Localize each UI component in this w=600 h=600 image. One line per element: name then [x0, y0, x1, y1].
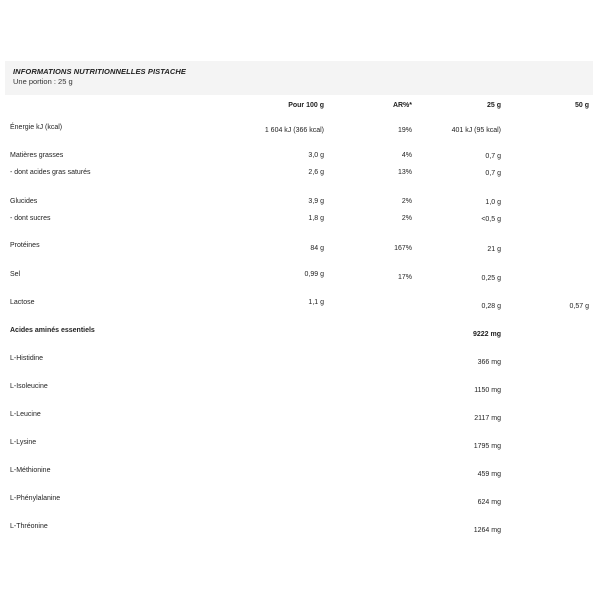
amino-label: L-Isoleucine: [10, 383, 48, 390]
amino-label: L-Histidine: [10, 355, 44, 362]
row-label-salt: Sel: [10, 271, 21, 278]
portion-subtitle: Une portion : 25 g: [13, 77, 73, 86]
amino-value: 1795 mg: [473, 443, 501, 450]
row-value-ar: 2%: [401, 198, 412, 205]
row-value-25g: 401 kJ (95 kcal): [451, 127, 501, 134]
row-value-ar: 19%: [397, 127, 412, 134]
row-value-per100: 1,1 g: [308, 299, 324, 306]
amino-section-title: Acides aminés essentiels: [10, 327, 95, 334]
amino-label: L-Thréonine: [10, 523, 48, 530]
column-header-25g: 25 g: [486, 102, 501, 109]
row-value-25g: 0,7 g: [485, 153, 501, 160]
amino-value: 366 mg: [477, 359, 501, 366]
row-value-ar: 17%: [397, 274, 412, 281]
amino-label: L-Leucine: [10, 411, 41, 418]
row-value-25g: 21 g: [487, 246, 501, 253]
row-value-ar: 167%: [394, 245, 412, 252]
row-label-protein: Protéines: [10, 242, 40, 249]
amino-value: 459 mg: [477, 471, 501, 478]
row-label-energy: Énergie kJ (kcal): [10, 124, 63, 131]
row-value-per100: 3,0 g: [308, 152, 324, 159]
row-value-per100: 1 604 kJ (366 kcal): [264, 127, 324, 134]
amino-value: 624 mg: [477, 499, 501, 506]
amino-value: 2117 mg: [474, 415, 501, 422]
row-label-saturated: - dont acides gras saturés: [10, 169, 91, 176]
row-value-25g: 0,25 g: [481, 275, 501, 282]
amino-value: 1264 mg: [473, 527, 501, 534]
row-value-per100: 2,6 g: [308, 169, 324, 176]
amino-total: 9222 mg: [472, 331, 501, 338]
nutrition-header: [5, 61, 593, 95]
row-value-ar: 2%: [401, 215, 412, 222]
row-value-ar: 13%: [397, 169, 412, 176]
row-value-per100: 1,8 g: [308, 215, 324, 222]
nutrition-title: INFORMATIONS NUTRITIONNELLES PISTACHE: [13, 67, 187, 76]
column-header-ar: AR%*: [392, 102, 412, 109]
amino-label: L-Méthionine: [10, 467, 51, 474]
amino-label: L-Lysine: [10, 439, 37, 446]
amino-label: L-Phénylalanine: [10, 495, 61, 502]
row-value-25g: 1,0 g: [485, 199, 501, 206]
row-label-fat: Matières grasses: [10, 152, 64, 159]
row-label-carbs: Glucides: [10, 198, 38, 205]
row-value-25g: 0,7 g: [485, 170, 501, 177]
row-value-ar: 4%: [401, 152, 412, 159]
row-value-per100: 84 g: [310, 245, 324, 252]
nutrition-panel: [5, 61, 593, 534]
row-value-per100: 3,9 g: [308, 198, 324, 205]
row-value-per100: 0,99 g: [304, 271, 324, 278]
row-value-25g: <0,5 g: [481, 216, 501, 223]
column-header-per100: Pour 100 g: [288, 102, 324, 109]
row-label-sugars: - dont sucres: [10, 215, 51, 222]
row-value-25g: 0,28 g: [481, 303, 501, 310]
column-header-50g: 50 g: [574, 102, 589, 109]
row-label-lactose: Lactose: [10, 299, 35, 306]
amino-value: 1150 mg: [474, 387, 501, 394]
row-value-50g: 0,57 g: [569, 303, 589, 310]
